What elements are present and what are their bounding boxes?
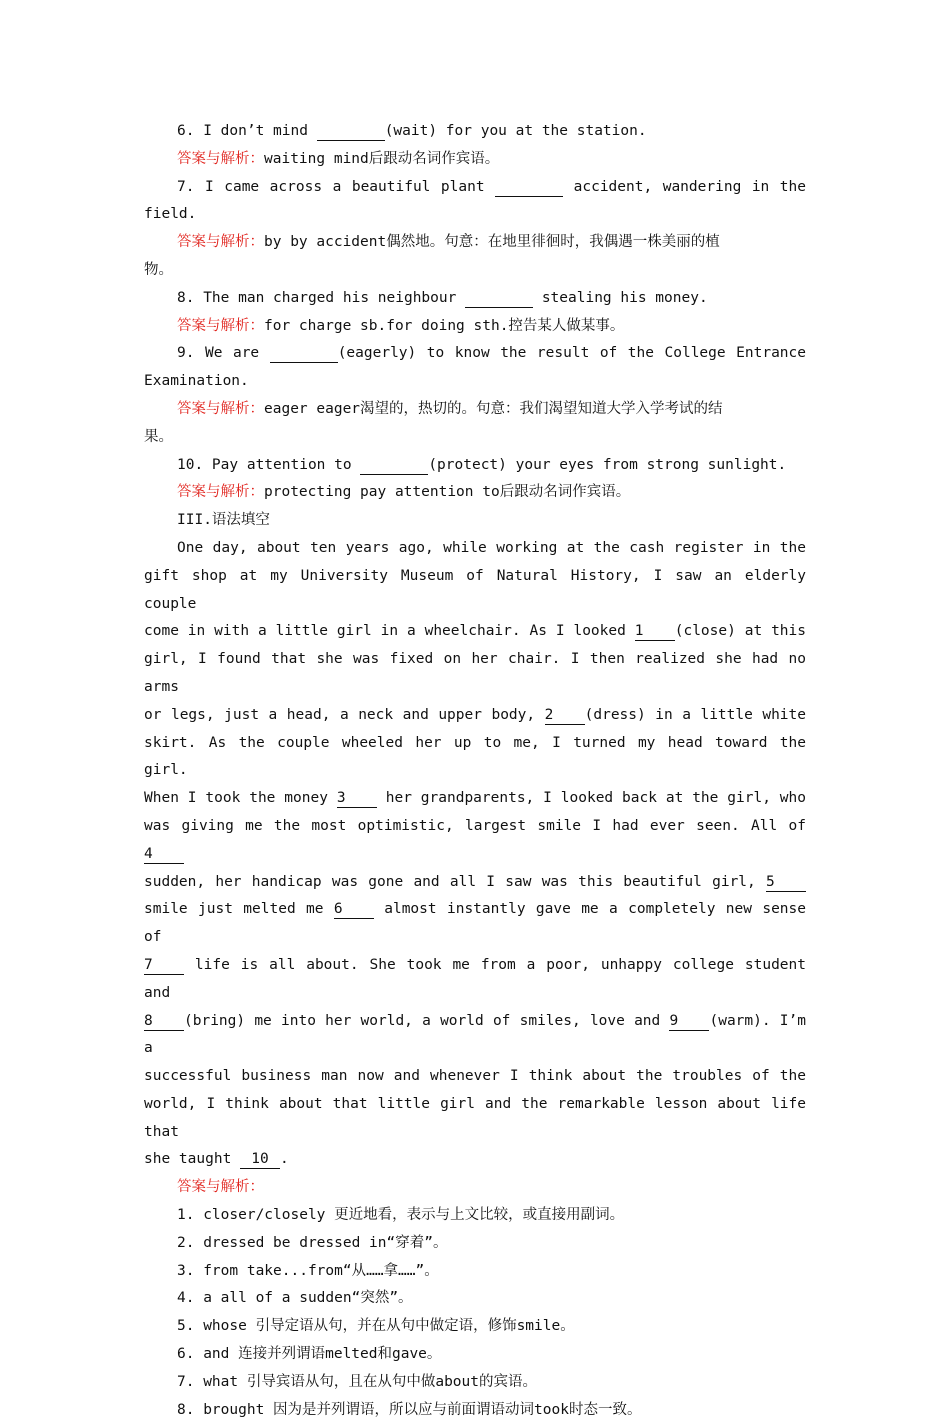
passage-line: was giving me the most optimistic, largest smile I had ever seen. All of 4 [144,817,806,862]
answer-10: 答案与解析：protecting pay attention to后跟动名词作宾语。 [177,484,631,501]
answer-7-cont: 物。 [144,261,173,278]
passage-line: sudden, her handicap was gone and all I saw was this beautiful girl, 5 [144,869,806,897]
answer-label: 答案与解析： [177,150,264,167]
answer-8: 答案与解析：for charge sb.for doing sth.控告某人做某事。 [177,317,625,334]
question-7: 7. I came across a beautiful plant accident, wandering in the [177,178,806,195]
answer-9-cont: 果。 [144,428,173,445]
passage-line: girl, I found that she was fixed on her chair. I then realized she had no arms [144,651,806,695]
answer-label: 答案与解析： [177,484,264,501]
answer-blank [360,456,428,475]
answer-label: 答案与解析： [177,234,264,251]
passage-line: When I took the money 3 her grandparents, I looked back at the girl, who [144,790,806,807]
answer-line: 3. from take...from“从……拿……”。 [177,1262,439,1279]
answer-blank [317,122,385,141]
cloze-blank-10: 10 [240,1150,280,1169]
answer-line: 5. whose 引导定语从句，并在从句中做定语，修饰smile。 [177,1318,575,1335]
passage-line: successful business man now and whenever I think about the troubles of the [144,1068,806,1085]
answer-label: 答案与解析： [177,400,264,417]
answer-line: 7. what 引导宾语从句，且在从句中做about的宾语。 [177,1373,537,1390]
cloze-blank-5: 5 [766,873,806,892]
answer-line: 2. dressed be dressed in“穿着”。 [177,1234,448,1251]
cloze-blank-1: 1 [635,622,675,641]
passage-line: world, I think about that little girl and the remarkable lesson about life that [144,1095,806,1140]
passage-line: gift shop at my University Museum of Natural History, I saw an elderly couple [144,567,806,612]
cloze-blank-2: 2 [545,706,585,725]
answer-line: 4. a all of a sudden“突然”。 [177,1290,413,1307]
section-title: III.语法填空 [177,512,270,529]
passage-line: smile just melted me 6 almost instantly gave me a completely new sense of [144,901,806,946]
cloze-blank-3: 3 [337,789,377,808]
question-9-cont: Examination. [144,373,249,390]
answer-blank [270,344,338,363]
answer-line: 1. closer/closely 更近地看，表示与上文比较，或直接用副词。 [177,1207,625,1224]
passage-line: 7 life is all about. She took me from a poor, unhappy college student and [144,956,806,1001]
passage-line: 8 (bring) me into her world, a world of smiles, love and 9 (warm). I’m a [144,1012,806,1057]
cloze-blank-9: 9 [669,1012,709,1031]
answer-9: 答案与解析：eager eager渴望的，热切的。句意：我们渴望知道大学入学考试的结 [177,400,723,417]
cloze-blank-6: 6 [334,900,374,919]
answers-label: 答案与解析： [177,1179,264,1196]
answer-blank [465,289,533,308]
answer-blank [495,178,563,197]
question-7-cont: field. [144,206,197,223]
cloze-blank-8: 8 [144,1012,184,1031]
answer-6: 答案与解析：waiting mind后跟动名词作宾语。 [177,150,500,167]
cloze-blank-4: 4 [144,845,184,864]
answer-line: 6. and 连接并列谓语melted和gave。 [177,1346,442,1363]
passage-line: One day, about ten years ago, while working at the cash register in the [177,539,806,556]
answer-label: 答案与解析： [177,317,264,334]
passage-line: she taught 10 . [144,1151,289,1168]
question-9: 9. We are (eagerly) to know the result of the College Entrance [177,345,806,362]
passage-line: or legs, just a head, a neck and upper body, 2 (dress) in a little white [144,706,807,723]
question-6: 6. I don’t mind (wait) for you at the station. [177,123,647,139]
answer-7: 答案与解析：by by accident偶然地。句意：在地里徘徊时，我偶遇一株美丽的植 [177,234,720,251]
worksheet-page [144,118,806,1424]
passage-line: skirt. As the couple wheeled her up to me, I turned my head toward the girl. [144,734,806,779]
cloze-blank-7: 7 [144,956,184,975]
answer-line: 8. brought 因为是并列谓语，所以应与前面谓语动词took时态一致。 [177,1401,642,1418]
question-10: 10. Pay attention to (protect) your eyes from strong sunlight. [177,456,787,473]
passage-line: come in with a little girl in a wheelchair. As I looked 1 (close) at this [144,623,806,640]
cloze-passage [144,535,806,1174]
question-8: 8. The man charged his neighbour stealing his money. [177,289,708,306]
